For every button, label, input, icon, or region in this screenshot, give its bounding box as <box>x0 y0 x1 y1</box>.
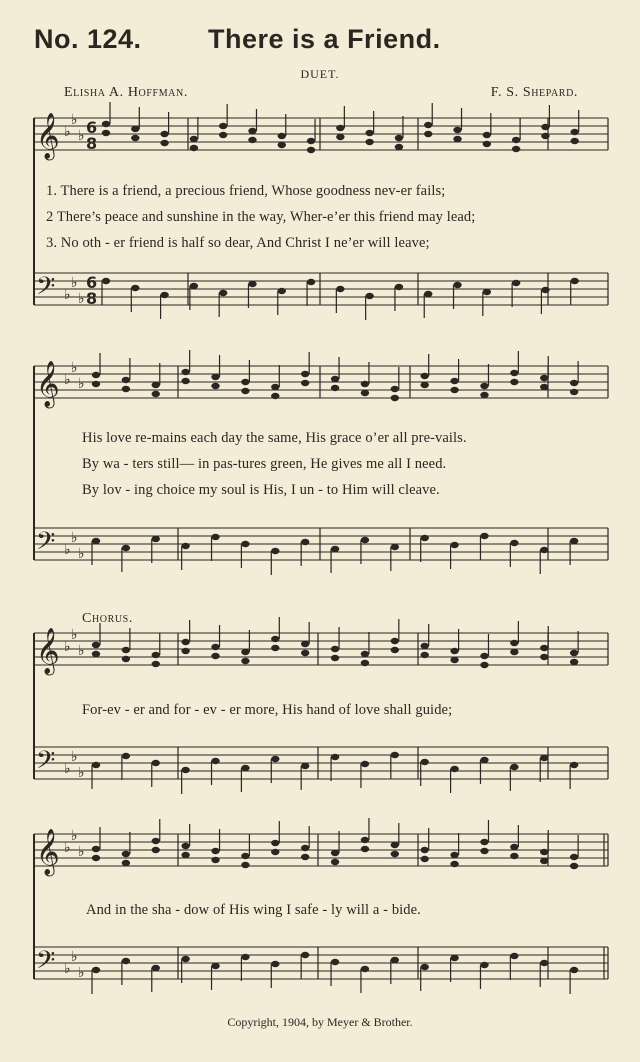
notehead <box>248 128 256 134</box>
notehead <box>301 952 309 958</box>
notehead <box>391 842 399 848</box>
notehead <box>92 372 100 378</box>
notehead <box>181 843 189 849</box>
chorus-label: Chorus. <box>82 611 133 626</box>
notehead <box>271 849 279 855</box>
notehead <box>391 957 399 963</box>
notehead <box>307 138 315 144</box>
hymn-subtitle: DUET. <box>300 67 340 81</box>
treble-clef-icon: 𝄞 <box>36 628 60 674</box>
notehead <box>301 641 309 647</box>
notehead <box>152 391 160 397</box>
notehead <box>181 956 189 962</box>
notehead <box>570 967 578 973</box>
notehead <box>421 652 429 658</box>
notehead <box>92 651 100 657</box>
notehead <box>219 290 227 296</box>
notehead <box>450 657 458 663</box>
treble-clef-icon: 𝄞 <box>36 829 60 875</box>
notehead <box>361 966 369 972</box>
notehead <box>570 538 578 544</box>
flat-icon: ♭ <box>71 275 78 291</box>
notehead <box>361 837 369 843</box>
notehead <box>307 147 315 153</box>
notehead <box>541 133 549 139</box>
notehead <box>301 371 309 377</box>
notehead <box>131 135 139 141</box>
notehead <box>331 859 339 865</box>
notehead <box>361 846 369 852</box>
flat-icon: ♭ <box>71 112 78 128</box>
notehead <box>512 146 520 152</box>
notehead <box>181 648 189 654</box>
notehead <box>331 850 339 856</box>
notehead <box>450 542 458 548</box>
notehead <box>331 754 339 760</box>
notehead <box>510 540 518 546</box>
notehead <box>181 639 189 645</box>
bass-clef-icon: 𝄢 <box>36 746 56 781</box>
notehead <box>510 853 518 859</box>
notehead <box>361 537 369 543</box>
notehead <box>480 839 488 845</box>
notehead <box>391 386 399 392</box>
notehead <box>365 293 373 299</box>
notehead <box>570 380 578 386</box>
flat-icon: ♭ <box>64 287 71 303</box>
notehead <box>336 125 344 131</box>
notehead <box>510 640 518 646</box>
notehead <box>510 379 518 385</box>
notehead <box>571 278 579 284</box>
notehead <box>152 760 160 766</box>
notehead <box>211 848 219 854</box>
notehead <box>241 658 249 664</box>
notehead <box>92 381 100 387</box>
flat-icon: ♭ <box>78 546 85 562</box>
notehead <box>541 287 549 293</box>
time-signature-top: 6 <box>86 273 98 292</box>
notehead <box>421 535 429 541</box>
notehead <box>241 541 249 547</box>
notehead <box>271 384 279 390</box>
flat-icon: ♭ <box>78 765 85 781</box>
notehead <box>336 286 344 292</box>
time-signature-top: 6 <box>86 118 98 137</box>
lyric-verse-3-line-2: By lov - ing choice my soul is His, I un - to Him will cleave. <box>82 482 440 498</box>
notehead <box>278 133 286 139</box>
notehead <box>219 123 227 129</box>
notehead <box>570 650 578 656</box>
notehead <box>131 126 139 132</box>
notehead <box>331 385 339 391</box>
notehead <box>278 288 286 294</box>
notehead <box>540 849 548 855</box>
notehead <box>211 644 219 650</box>
notehead <box>241 853 249 859</box>
notehead <box>152 661 160 667</box>
notehead <box>424 131 432 137</box>
notehead <box>248 281 256 287</box>
notehead <box>421 856 429 862</box>
notehead <box>122 656 130 662</box>
notehead <box>570 659 578 665</box>
notehead <box>271 840 279 846</box>
bass-clef-icon: 𝄢 <box>36 527 56 562</box>
flat-icon: ♭ <box>64 639 71 655</box>
notehead <box>450 861 458 867</box>
bass-clef-icon: 𝄢 <box>36 946 56 981</box>
notehead <box>152 847 160 853</box>
notehead <box>331 376 339 382</box>
notehead <box>510 370 518 376</box>
notehead <box>181 378 189 384</box>
flat-icon: ♭ <box>64 542 71 558</box>
notehead <box>453 282 461 288</box>
notehead <box>190 145 198 151</box>
flat-icon: ♭ <box>71 360 78 376</box>
flat-icon: ♭ <box>71 627 78 643</box>
notehead <box>160 292 168 298</box>
notehead <box>122 860 130 866</box>
notehead <box>453 127 461 133</box>
notehead <box>510 764 518 770</box>
notehead <box>131 285 139 291</box>
flat-icon: ♭ <box>71 749 78 765</box>
notehead <box>571 138 579 144</box>
notehead <box>391 638 399 644</box>
flat-icon: ♭ <box>78 128 85 144</box>
notehead <box>331 646 339 652</box>
notehead <box>271 548 279 554</box>
notehead <box>92 967 100 973</box>
notehead <box>480 962 488 968</box>
notehead <box>211 758 219 764</box>
notehead <box>421 847 429 853</box>
lyric-verse-2-line-1: 2 There’s peace and sunshine in the way, Wher-e’er this friend may lead; <box>46 209 476 225</box>
treble-clef-icon: 𝄞 <box>36 113 60 159</box>
hymn-number: No. 124. <box>34 24 142 54</box>
notehead <box>571 129 579 135</box>
notehead <box>331 655 339 661</box>
notehead <box>421 382 429 388</box>
notehead <box>102 130 110 136</box>
notehead <box>395 135 403 141</box>
notehead <box>211 534 219 540</box>
treble-clef-icon: 𝄞 <box>36 361 60 407</box>
notehead <box>570 863 578 869</box>
notehead <box>211 383 219 389</box>
flat-icon: ♭ <box>64 961 71 977</box>
notehead <box>122 753 130 759</box>
notehead <box>92 642 100 648</box>
notehead <box>278 142 286 148</box>
notehead <box>152 838 160 844</box>
notehead <box>391 395 399 401</box>
notehead <box>421 373 429 379</box>
flat-icon: ♭ <box>78 643 85 659</box>
notehead <box>395 284 403 290</box>
notehead <box>331 546 339 552</box>
time-signature-bottom: 8 <box>86 134 98 153</box>
notehead <box>241 379 249 385</box>
notehead <box>190 136 198 142</box>
lyric-chorus-line-1: For-ev - er and for - ev - er more, His hand of love shall guide; <box>82 702 453 718</box>
notehead <box>450 378 458 384</box>
notehead <box>395 144 403 150</box>
notehead <box>480 533 488 539</box>
notehead <box>483 141 491 147</box>
notehead <box>391 647 399 653</box>
flat-icon: ♭ <box>64 761 71 777</box>
lyric-verse-1-line-1: 1. There is a friend, a precious friend, Whose goodness nev-er fails; <box>46 183 446 199</box>
copyright-notice: Copyright, 1904, by Meyer & Brother. <box>227 1015 413 1029</box>
notehead <box>92 762 100 768</box>
notehead <box>307 279 315 285</box>
notehead <box>160 131 168 137</box>
notehead <box>301 854 309 860</box>
notehead <box>424 291 432 297</box>
notehead <box>480 662 488 668</box>
notehead <box>336 134 344 140</box>
notehead <box>152 965 160 971</box>
notehead <box>181 767 189 773</box>
notehead <box>540 375 548 381</box>
flat-icon: ♭ <box>78 844 85 860</box>
notehead <box>301 539 309 545</box>
notehead <box>540 960 548 966</box>
flat-icon: ♭ <box>71 828 78 844</box>
composer-credit: F. S. Shepard. <box>490 85 578 100</box>
notehead <box>181 852 189 858</box>
flat-icon: ♭ <box>78 291 85 307</box>
notehead <box>361 660 369 666</box>
notehead <box>248 137 256 143</box>
notehead <box>421 964 429 970</box>
flat-icon: ♭ <box>64 372 71 388</box>
lyricist-credit: Elisha A. Hoffman. <box>64 85 188 100</box>
notehead <box>241 388 249 394</box>
notehead <box>365 130 373 136</box>
notehead <box>241 649 249 655</box>
flat-icon: ♭ <box>71 949 78 965</box>
notehead <box>450 387 458 393</box>
notehead <box>480 383 488 389</box>
notehead <box>152 382 160 388</box>
notehead <box>540 654 548 660</box>
notehead <box>122 545 130 551</box>
hymn-title: There is a Friend. <box>208 24 441 54</box>
notehead <box>122 647 130 653</box>
notehead <box>512 280 520 286</box>
flat-icon: ♭ <box>71 530 78 546</box>
notehead <box>540 645 548 651</box>
notehead <box>512 137 520 143</box>
notehead <box>450 766 458 772</box>
notehead <box>301 845 309 851</box>
notehead <box>92 538 100 544</box>
notehead <box>211 963 219 969</box>
notehead <box>152 652 160 658</box>
notehead <box>540 755 548 761</box>
lyric-chorus-line-2: And in the sha - dow of His wing I safe - ly will a - bide. <box>86 902 421 918</box>
notehead <box>301 763 309 769</box>
notehead <box>219 132 227 138</box>
notehead <box>211 653 219 659</box>
notehead <box>483 289 491 295</box>
notehead <box>122 377 130 383</box>
notehead <box>211 374 219 380</box>
notehead <box>271 393 279 399</box>
notehead <box>480 757 488 763</box>
notehead <box>421 643 429 649</box>
flat-icon: ♭ <box>78 376 85 392</box>
notehead <box>480 848 488 854</box>
notehead <box>510 953 518 959</box>
notehead <box>424 122 432 128</box>
notehead <box>510 844 518 850</box>
notehead <box>391 851 399 857</box>
notehead <box>241 862 249 868</box>
notehead <box>211 857 219 863</box>
flat-icon: ♭ <box>64 840 71 856</box>
notehead <box>190 283 198 289</box>
notehead <box>301 650 309 656</box>
notehead <box>122 386 130 392</box>
notehead <box>271 756 279 762</box>
notehead <box>540 858 548 864</box>
notehead <box>122 851 130 857</box>
notehead <box>570 389 578 395</box>
lyric-verse-3-line-1: 3. No oth - er friend is half so dear, And Christ I ne’er will leave; <box>46 235 430 251</box>
notehead <box>450 648 458 654</box>
notehead <box>160 140 168 146</box>
notehead <box>271 961 279 967</box>
notehead <box>540 547 548 553</box>
time-signature-bottom: 8 <box>86 289 98 308</box>
notehead <box>453 136 461 142</box>
notehead <box>540 384 548 390</box>
lyric-verse-1-line-2: His love re-mains each day the same, His grace o’er all pre-vails. <box>82 430 467 446</box>
notehead <box>241 954 249 960</box>
notehead <box>301 380 309 386</box>
notehead <box>331 959 339 965</box>
notehead <box>480 392 488 398</box>
notehead <box>122 958 130 964</box>
notehead <box>365 139 373 145</box>
notehead <box>361 381 369 387</box>
notehead <box>391 544 399 550</box>
notehead <box>480 653 488 659</box>
notehead <box>92 855 100 861</box>
notehead <box>391 752 399 758</box>
notehead <box>102 278 110 284</box>
flat-icon: ♭ <box>64 124 71 140</box>
bass-clef-icon: 𝄢 <box>36 272 56 307</box>
notehead <box>271 636 279 642</box>
lyric-verse-2-line-2: By wa - ters still— in pas-tures green, He gives me all I need. <box>82 456 447 472</box>
notehead <box>271 645 279 651</box>
notehead <box>361 651 369 657</box>
notehead <box>510 649 518 655</box>
notehead <box>102 121 110 127</box>
notehead <box>152 536 160 542</box>
notehead <box>541 124 549 130</box>
notehead <box>181 543 189 549</box>
flat-icon: ♭ <box>78 965 85 981</box>
notehead <box>181 369 189 375</box>
notehead <box>421 759 429 765</box>
notehead <box>450 852 458 858</box>
notehead <box>241 765 249 771</box>
notehead <box>570 762 578 768</box>
notehead <box>92 846 100 852</box>
notehead <box>450 955 458 961</box>
notehead <box>361 390 369 396</box>
notehead <box>570 854 578 860</box>
notehead <box>361 761 369 767</box>
notehead <box>483 132 491 138</box>
